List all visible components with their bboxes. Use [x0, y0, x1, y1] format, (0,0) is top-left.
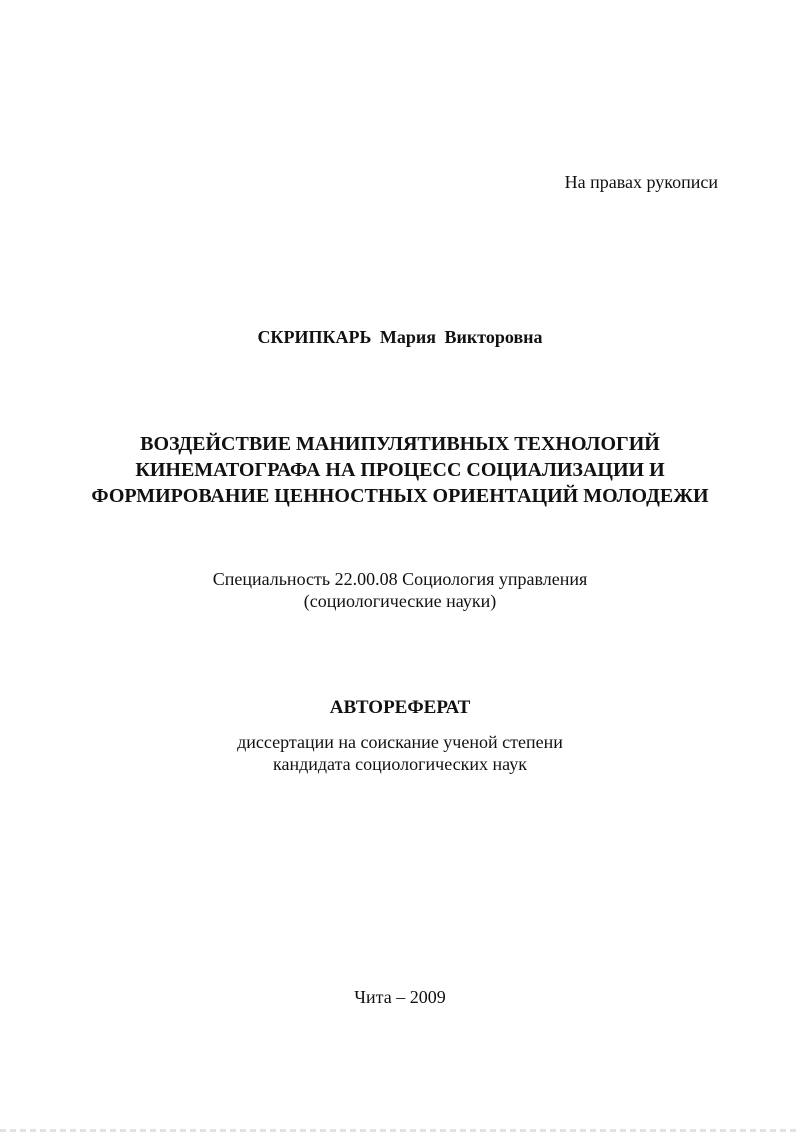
specialty-block	[0, 568, 800, 612]
abstract-heading: АВТОРЕФЕРАТ	[329, 697, 471, 718]
manuscript-rights-note: На правах рукописи	[564, 172, 718, 192]
title-line-3: ФОРМИРОВАНИЕ ЦЕННОСТНЫХ ОРИЕНТАЦИЙ МОЛОДЕЖИ	[91, 485, 709, 507]
degree-block	[0, 731, 800, 775]
dissertation-title	[0, 431, 800, 509]
degree-line-1: диссертации на соискание ученой степени	[237, 732, 563, 752]
city-year: Чита – 2009	[354, 987, 446, 1007]
specialty-line-1: Специальность 22.00.08 Социология управления	[212, 569, 588, 589]
author-name: СКРИПКАРЬ Мария Викторовна	[257, 327, 543, 347]
title-line-1: ВОЗДЕЙСТВИЕ МАНИПУЛЯТИВНЫХ ТЕХНОЛОГИЙ	[140, 433, 660, 455]
title-line-2: КИНЕМАТОГРАФА НА ПРОЦЕСС СОЦИАЛИЗАЦИИ И	[135, 459, 665, 481]
specialty-line-2: (социологические науки)	[303, 591, 497, 611]
degree-line-2: кандидата социологических наук	[273, 754, 527, 774]
